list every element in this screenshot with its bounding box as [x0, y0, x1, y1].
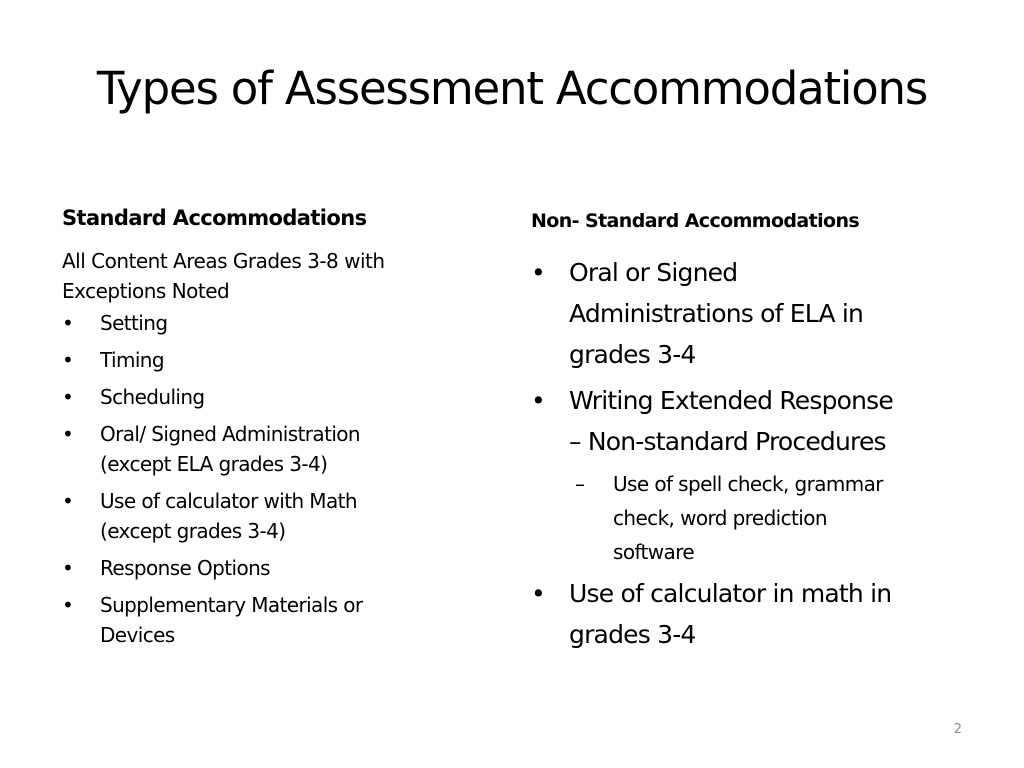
page-number: 2	[953, 722, 962, 737]
sub-item-line: Use of spell check, grammar	[613, 472, 883, 496]
list-item	[531, 380, 961, 462]
bullet-icon: •	[62, 348, 74, 372]
item-line: Administrations of ELA in	[569, 299, 864, 328]
sub-item-line: check, word prediction	[613, 506, 827, 530]
standard-accommodations-heading: Standard Accommodations	[62, 206, 367, 230]
bullet-icon: •	[62, 556, 74, 580]
non-standard-list-continued	[531, 573, 961, 655]
list-item	[62, 345, 502, 375]
non-standard-sub-list	[531, 467, 961, 569]
sub-item-line: software	[613, 540, 695, 564]
standard-accommodations-column	[62, 200, 502, 657]
bullet-icon: •	[531, 258, 545, 287]
non-standard-accommodations-heading: Non- Standard Accommodations	[531, 210, 860, 232]
non-standard-list	[531, 252, 961, 462]
list-item	[62, 419, 502, 479]
item-line: Response Options	[100, 556, 270, 580]
item-line: – Non-standard Procedures	[569, 427, 886, 456]
item-line: grades 3-4	[569, 340, 696, 369]
list-item	[62, 308, 502, 338]
item-line: Scheduling	[100, 385, 205, 409]
item-line: (except ELA grades 3-4)	[100, 452, 328, 476]
dash-icon: –	[575, 472, 585, 496]
non-standard-accommodations-column	[531, 200, 961, 660]
list-item	[62, 486, 502, 546]
bullet-icon: •	[62, 422, 74, 446]
sub-list-item	[575, 467, 961, 569]
list-item	[62, 553, 502, 583]
bullet-icon: •	[62, 593, 74, 617]
item-line: Oral/ Signed Administration	[100, 422, 361, 446]
item-line: Supplementary Materials or	[100, 593, 363, 617]
item-line: Oral or Signed	[569, 258, 738, 287]
item-line: Timing	[100, 348, 164, 372]
slide-title: Types of Assessment Accommodations	[96, 62, 928, 115]
bullet-icon: •	[62, 311, 74, 335]
standard-list	[62, 308, 502, 650]
bullet-icon: •	[531, 579, 545, 608]
item-line: Use of calculator with Math	[100, 489, 357, 513]
item-line: (except grades 3-4)	[100, 519, 286, 543]
standard-intro-text	[62, 246, 502, 306]
list-item	[531, 573, 961, 655]
bullet-icon: •	[62, 489, 74, 513]
item-line: Writing Extended Response	[569, 386, 893, 415]
intro-line: All Content Areas Grades 3-8 with	[62, 249, 385, 273]
item-line: Use of calculator in math in	[569, 579, 892, 608]
list-item	[62, 382, 502, 412]
list-item	[531, 252, 961, 375]
bullet-icon: •	[62, 385, 74, 409]
bullet-icon: •	[531, 386, 545, 415]
item-line: grades 3-4	[569, 620, 696, 649]
item-line: Devices	[100, 623, 175, 647]
list-item	[62, 590, 502, 650]
item-line: Setting	[100, 311, 168, 335]
intro-line: Exceptions Noted	[62, 279, 230, 303]
